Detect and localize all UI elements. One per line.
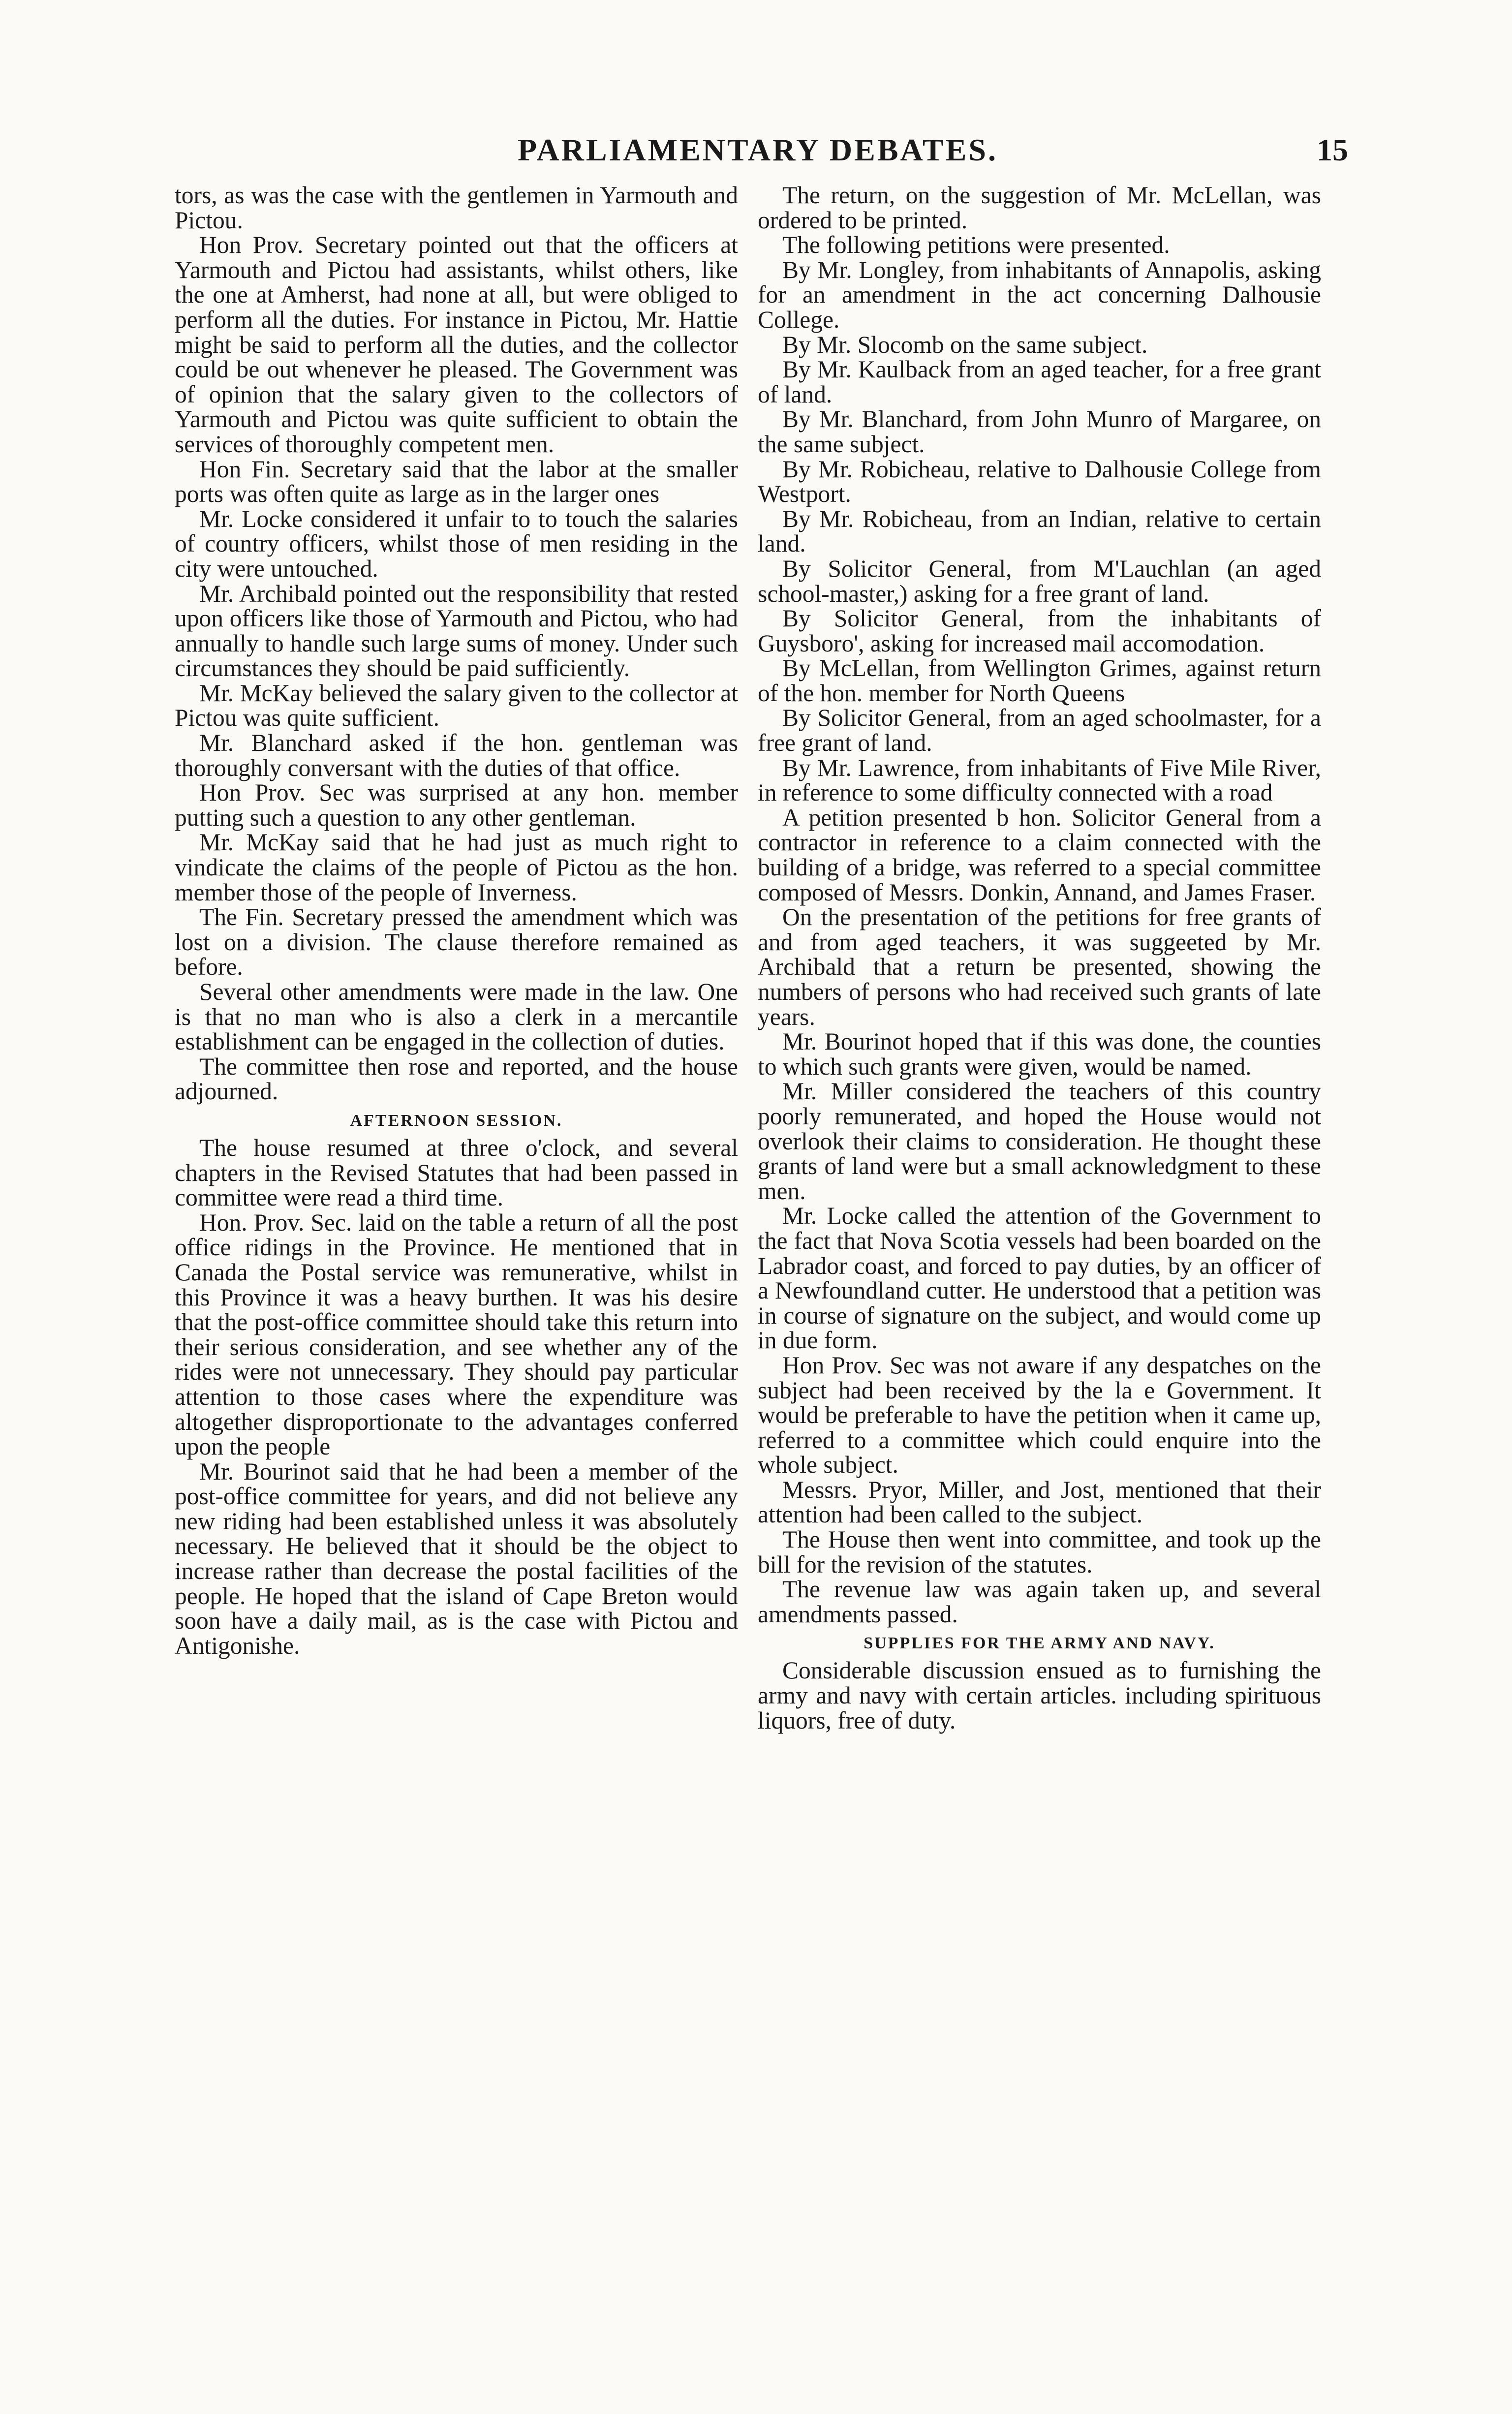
paragraph: Mr. Locke considered it unfair to to touch the salaries of country officers, whilst those of men residing in the city were untouched. [175,505,738,582]
paragraph: Hon Prov. Secretary pointed out that the officers at Yarmouth and Pictou had assistants, whilst others, like the one at Amherst, had none at all, but were obliged to perform all the duties. For instance in Pictou, Mr. Hattie might be said to perform all the duties, and the collector could be out whenever he pleased. The Government was of opinion that the salary given to the collectors of Yarmouth and Pictou was quite sufficient to obtain the services of thoroughly competent men. [175,231,738,458]
paragraph: Mr. McKay believed the salary given to the collector at Pictou was quite sufficient. [175,679,738,732]
paragraph: The Fin. Secretary pressed the amendment which was lost on a division. The clause therefore remained as before. [175,903,738,981]
paragraph: Mr. McKay said that he had just as much right to vindicate the claims of the people of Pictou as the hon. member those of the people of Inverness. [175,829,738,906]
paragraph: Hon. Prov. Sec. laid on the table a return of all the post office ridings in the Province. He mentioned that in Canada the Postal service was remunerative, whilst in this Province it was a heavy burthen. It was his desire that the post-office committee should take this return into their serious consideration, and see whether any of the rides were not unnecessary. They should pay particular attention to those cases where the expenditure was altogether disproportionate to the advantages conferred upon the people [175,1208,738,1460]
paragraph: By McLellan, from Wellington Grimes, against return of the hon. member for North Queens [758,654,1321,707]
paragraph: Mr. Miller considered the teachers of this country poorly remunerated, and hoped the House would not overlook their claims to consideration. He thought these grants of land were but a small acknowledgment to these men. [758,1078,1321,1205]
paragraph: The return, on the suggestion of Mr. McLellan, was ordered to be printed. [758,182,1321,234]
paragraph: By Solicitor General, from the inhabitants of Guysboro', asking for increased mail accomodation. [758,605,1321,657]
paragraph: By Mr. Slocomb on the same subject. [782,331,1148,358]
running-title: PARLIAMENTARY DEBATES. [518,132,998,167]
paragraph: Mr. Archibald pointed out the responsibility that rested upon officers like those of Yarmouth and Pictou, who had annually to handle such large sums of money. Under such circumstances they should be paid sufficiently. [175,580,738,682]
paragraph: Mr. Bourinot hoped that if this was done, the counties to which such grants were given, would be named. [758,1028,1321,1080]
paragraph: The committee then rose and reported, and the house adjourned. [175,1052,738,1105]
paragraph: By Mr. Blanchard, from John Munro of Margaree, on the same subject. [758,405,1321,458]
paragraph: By Mr. Robicheau, from an Indian, relative to certain land. [758,505,1321,557]
paragraph: A petition presented b hon. Solicitor General from a contractor in reference to a claim connected with the building of a bridge, was referred to a special committee composed of Messrs. Donkin, Annand, and James Fraser. [758,804,1321,906]
paragraph: Hon Fin. Secretary said that the labor at the smaller ports was often quite as large as in the larger ones [175,455,738,508]
paragraph: The following petitions were presented. [782,231,1170,259]
paragraph: Several other amendments were made in the law. One is that no man who is also a clerk in a mercantile establishment can be engaged in the collection of duties. [175,978,738,1055]
left-column [175,183,738,1658]
right-column [758,183,1321,1733]
paragraph: The revenue law was again taken up, and several amendments passed. [758,1576,1321,1628]
paragraph: The house resumed at three o'clock, and several chapters in the Revised Statutes that had been passed in committee were read a third time. [175,1134,738,1211]
paragraph: By Mr. Kaulback from an aged teacher, for a free grant of land. [758,356,1321,408]
paragraph: By Mr. Longley, from inhabitants of Annapolis, asking for an amendment in the act concerning Dalhousie College. [758,256,1321,333]
page-header [167,132,1348,176]
page-number: 15 [1317,132,1348,167]
paragraph: Messrs. Pryor, Miller, and Jost, mentioned that their attention had been called to the subject. [758,1476,1321,1528]
paragraph: By Solicitor General, from an aged schoolmaster, for a free grant of land. [758,704,1321,757]
paragraph: By Mr. Lawrence, from inhabitants of Five Mile River, in reference to some difficulty connected with a road [758,754,1321,806]
paragraph: By Solicitor General, from M'Lauchlan (an aged school-master,) asking for a free grant of land. [758,555,1321,607]
section-heading: AFTERNOON SESSION. [350,1111,563,1130]
paragraph: tors, as was the case with the gentlemen in Yarmouth and Pictou. [175,182,738,234]
paragraph: By Mr. Robicheau, relative to Dalhousie College from Westport. [758,455,1321,508]
paragraph: Considerable discussion ensued as to furnishing the army and navy with certain articles. including spirituous liquors, free of duty. [758,1657,1321,1734]
paragraph: Mr. Bourinot said that he had been a member of the post-office committee for years, and did not believe any new riding had been established unless it was absolutely necessary. He believed that it should be the object to increase rather than decrease the postal facilities of the people. He hoped that the island of Cape Breton would soon have a daily mail, as is the case with Pictou and Antigonishe. [175,1457,738,1659]
paragraph: Hon Prov. Sec was not aware if any despatches on the subject had been received by the la e Government. It would be preferable to have the petition when it came up, referred to a committee which could enquire into the whole subject. [758,1351,1321,1479]
section-heading: SUPPLIES FOR THE ARMY AND NAVY. [864,1634,1215,1653]
paragraph: Hon Prov. Sec was surprised at any hon. member putting such a question to any other gentleman. [175,779,738,831]
paragraph: The House then went into committee, and took up the bill for the revision of the statutes. [758,1526,1321,1578]
paragraph: Mr. Blanchard asked if the hon. gentleman was thoroughly conversant with the duties of that office. [175,729,738,781]
paragraph: Mr. Locke called the attention of the Government to the fact that Nova Scotia vessels had been boarded on the Labrador coast, and forced to pay duties, by an officer of a Newfoundland cutter. He understood that a petition was in course of signature on the subject, and would come up in due form. [758,1202,1321,1354]
paragraph: On the presentation of the petitions for free grants of and from aged teachers, it was suggeeted by Mr. Archibald that a return be presented, showing the numbers of persons who had received such grants of late years. [758,903,1321,1030]
